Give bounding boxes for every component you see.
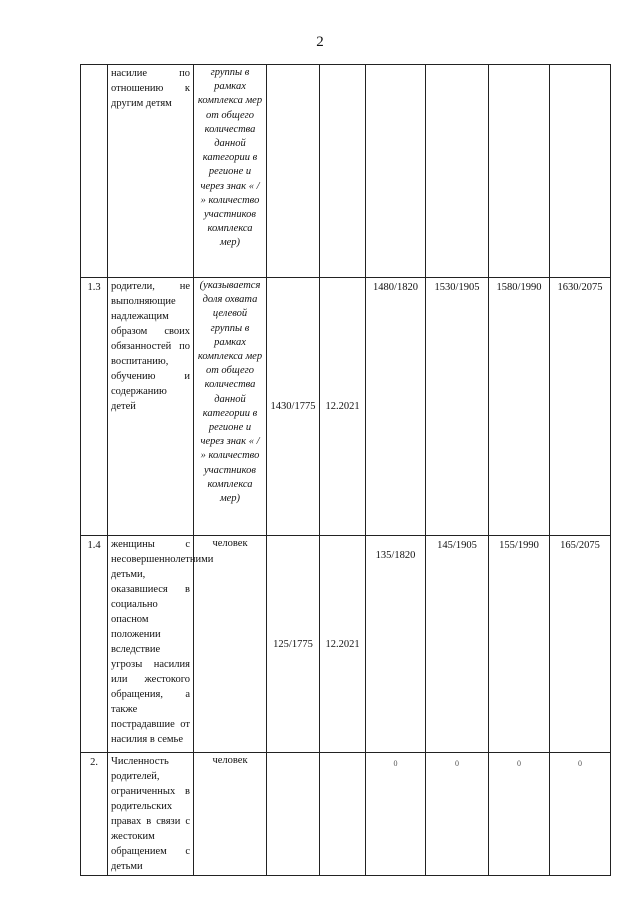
table-row <box>81 65 611 278</box>
base-value: 125/1775 <box>267 536 320 753</box>
page-number: 2 <box>316 34 324 50</box>
year-2-value: 145/1905 <box>426 536 489 753</box>
row-description: насилие по отношению к другим детям <box>108 65 194 278</box>
indicators-table <box>80 64 611 876</box>
year-1-value <box>366 65 426 278</box>
row-description: родители, не выполняющие надлежащим образом своих обязанностей по воспитанию, обучению и содержанию детей <box>108 278 194 536</box>
base-year: 12.2021 <box>320 536 366 753</box>
base-value: 1430/1775 <box>267 278 320 536</box>
year-3-value: 155/1990 <box>489 536 550 753</box>
base-year: 12.2021 <box>320 278 366 536</box>
row-unit: человек <box>194 753 267 876</box>
base-value <box>267 753 320 876</box>
year-2-value <box>426 65 489 278</box>
year-1-value: 1480/1820 <box>366 278 426 536</box>
year-2-value: 0 <box>426 753 489 876</box>
row-unit: группы в рамках комплекса мер от общего количества данной категории в регионе и через знак « / » количество участников комплекса мер) <box>194 65 267 278</box>
year-3-value: 1580/1990 <box>489 278 550 536</box>
row-number <box>81 65 108 278</box>
year-3-value <box>489 65 550 278</box>
year-4-value <box>550 65 611 278</box>
row-unit: человек <box>194 536 267 753</box>
row-unit: (указывается доля охвата целевой группы в рамках комплекса мер от общего количества данной категории в регионе и через знак « / » количество участников комплекса мер) <box>194 278 267 536</box>
row-number: 1.3 <box>81 278 108 536</box>
base-year <box>320 65 366 278</box>
base-year <box>320 753 366 876</box>
row-description: женщины с несовершеннолетними детьми, оказавшиеся в социально опасном положении вследствие угрозы насилия или жестокого обращения, а также пострадавшие от насилия в семье <box>108 536 194 753</box>
year-2-value: 1530/1905 <box>426 278 489 536</box>
table-row <box>81 536 611 753</box>
year-3-value: 0 <box>489 753 550 876</box>
table-row <box>81 753 611 876</box>
year-1-value: 0 <box>366 753 426 876</box>
year-1-value: 135/1820 <box>366 536 426 753</box>
year-4-value: 165/2075 <box>550 536 611 753</box>
base-value <box>267 65 320 278</box>
year-4-value: 0 <box>550 753 611 876</box>
table-row <box>81 278 611 536</box>
row-number: 2. <box>81 753 108 876</box>
row-number: 1.4 <box>81 536 108 753</box>
row-description: Численность родителей, ограниченных в родительских правах в связи с жестоким обращением с детьми <box>108 753 194 876</box>
year-4-value: 1630/2075 <box>550 278 611 536</box>
